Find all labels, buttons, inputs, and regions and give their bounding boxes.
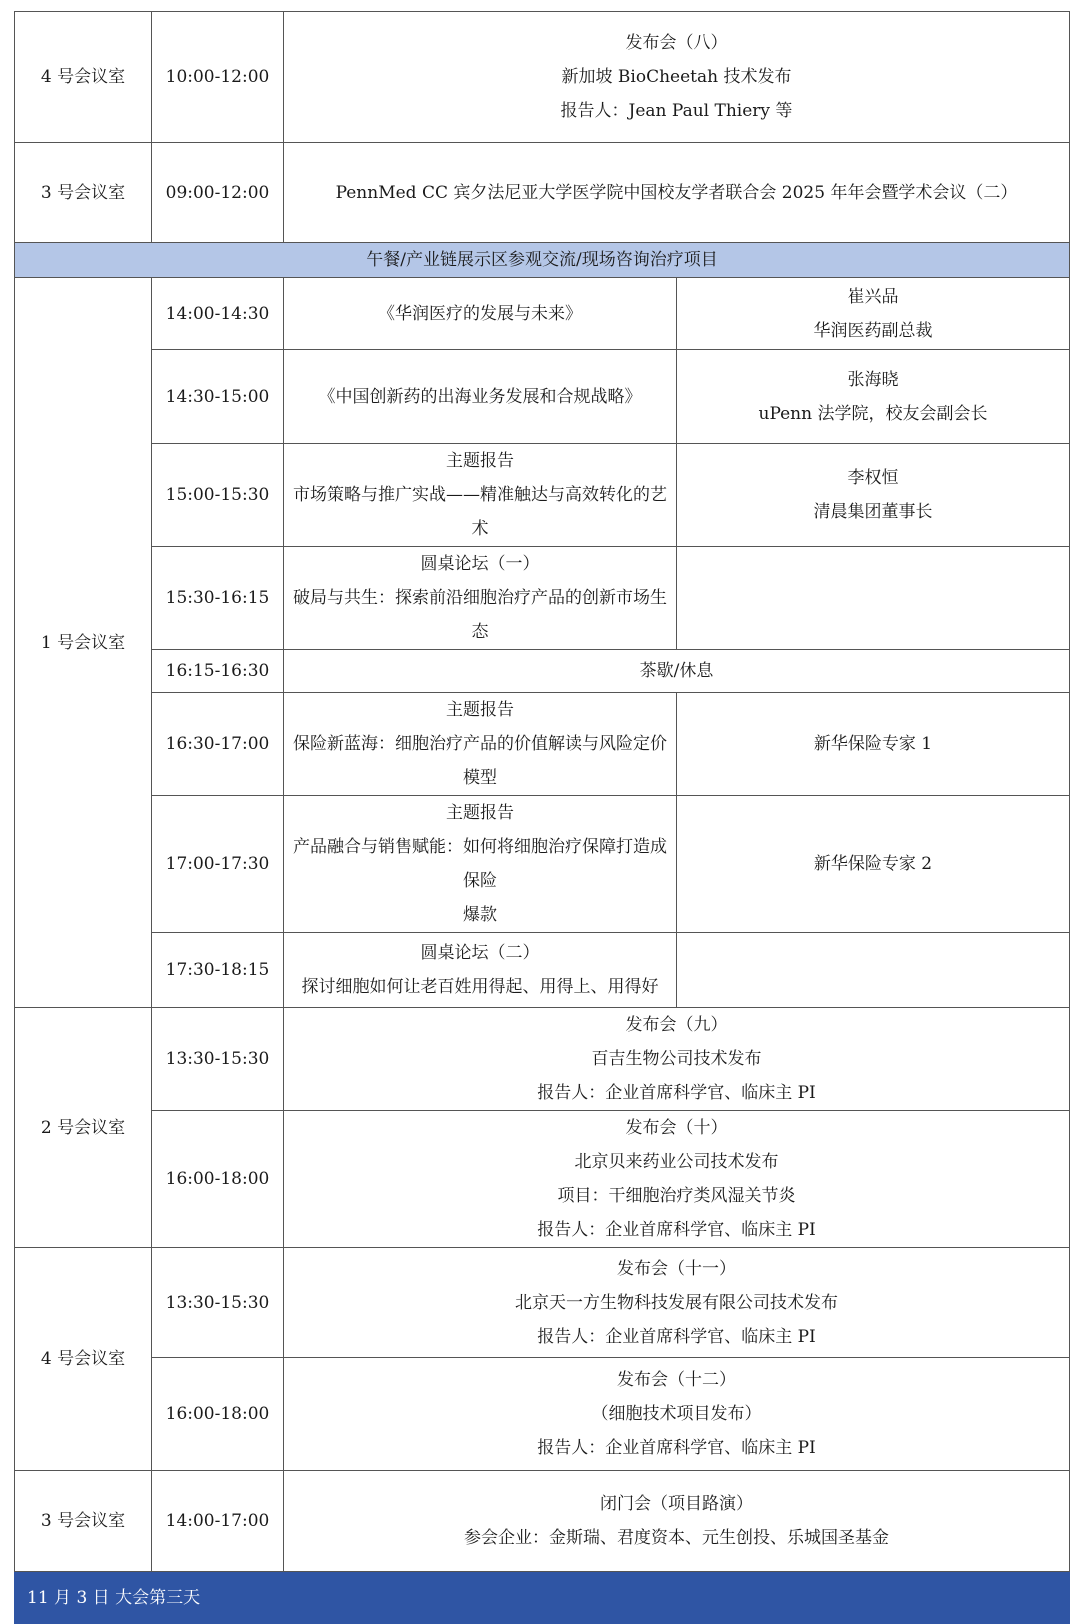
session-title: 产品融合与销售赋能：如何将细胞治疗保障打造成保险: [293, 837, 667, 891]
time-label: 16:00-18:00: [165, 1169, 270, 1189]
time-cell: [152, 650, 284, 693]
speaker-cell-empty: [677, 547, 1070, 650]
session-type: 主题报告: [446, 451, 514, 471]
session-cell: [284, 143, 1070, 243]
room-label: 3 号会议室: [40, 182, 126, 203]
session-title: 探讨细胞如何让老百姓用得起、用得上、用得好: [301, 977, 659, 997]
time-label: 16:15-16:30: [165, 661, 270, 681]
time-label: 15:00-15:30: [165, 485, 270, 505]
session-presenter: 报告人：企业首席科学官、临床主 PI: [537, 1438, 816, 1458]
time-label: 15:30-16:15: [165, 588, 270, 608]
speaker-name: 崔兴品: [847, 286, 899, 307]
room-label: 2 号会议室: [40, 1117, 126, 1138]
session-type: 主题报告: [446, 803, 514, 823]
lunch-band: [15, 243, 1070, 278]
speaker-name: 新华保险专家 1: [813, 734, 933, 754]
table-row: [15, 693, 1070, 796]
session-desc: 北京贝来药业公司技术发布: [574, 1152, 779, 1172]
speaker-title: 清晨集团董事长: [813, 502, 933, 522]
time-label: 13:30-15:30: [165, 1292, 270, 1313]
agenda-table: [14, 11, 1070, 1624]
session-cell: [284, 1008, 1070, 1111]
time-cell: [152, 143, 284, 243]
room-cell: [15, 1008, 152, 1248]
table-row: [15, 1111, 1070, 1248]
lunch-band-cell: [15, 243, 1070, 278]
time-label: 14:30-15:00: [165, 386, 270, 407]
session-title: 发布会（九）: [625, 1015, 728, 1035]
session-title: 保险新蓝海：细胞治疗产品的价值解读与风险定价模型: [293, 734, 667, 788]
session-title: PennMed CC 宾夕法尼亚大学医学院中国校友学者联合会 2025 年年会暨学术会议（二）: [335, 182, 1018, 203]
time-label: 14:00-14:30: [165, 303, 270, 324]
session-cell: [284, 796, 677, 933]
session-cell: [284, 547, 677, 650]
table-row: [15, 796, 1070, 933]
session-cell: [284, 1471, 1070, 1572]
time-label: 17:30-18:15: [165, 960, 270, 980]
time-label: 10:00-12:00: [165, 67, 270, 87]
time-cell: [152, 796, 284, 933]
session-desc: 新加坡 BioCheetah 技术发布: [561, 67, 792, 87]
day-header-cell: [15, 1572, 1070, 1624]
table-row: [15, 1248, 1070, 1358]
speaker-cell: [677, 693, 1070, 796]
session-type: 主题报告: [446, 700, 514, 720]
time-cell: [152, 1471, 284, 1572]
time-cell: [152, 12, 284, 143]
speaker-cell: [677, 796, 1070, 933]
session-title: 《华润医疗的发展与未来》: [378, 303, 582, 324]
time-label: 13:30-15:30: [165, 1049, 270, 1069]
room-cell: [15, 1248, 152, 1471]
table-row: [15, 1008, 1070, 1111]
time-cell: [152, 547, 284, 650]
table-row: [15, 12, 1070, 143]
break-label: 茶歇/休息: [639, 661, 714, 681]
room-label: 3 号会议室: [40, 1511, 126, 1531]
session-cell: [284, 350, 677, 444]
session-type: 圆桌论坛（一）: [420, 554, 540, 574]
table-row: [15, 143, 1070, 243]
table-row: [15, 933, 1070, 1008]
session-desc: （细胞技术项目发布）: [591, 1404, 762, 1424]
session-presenter: 报告人：企业首席科学官、临床主 PI: [537, 1083, 816, 1103]
room-label: 4 号会议室: [40, 67, 126, 87]
speaker-name: 李权恒: [847, 468, 899, 488]
table-row: [15, 278, 1070, 350]
speaker-cell: [677, 278, 1070, 350]
table-row: [15, 350, 1070, 444]
time-label: 17:00-17:30: [165, 854, 270, 874]
time-cell: [152, 1111, 284, 1248]
speaker-name: 新华保险专家 2: [813, 854, 933, 874]
time-cell: [152, 1358, 284, 1471]
room-label: 4 号会议室: [40, 1349, 126, 1369]
session-cell: [284, 1358, 1070, 1471]
day-header-label: 11 月 3 日 大会第三天: [27, 1587, 201, 1608]
session-title: 《中国创新药的出海业务发展和合规战略》: [318, 386, 642, 407]
table-row: [15, 444, 1070, 547]
time-label: 16:30-17:00: [165, 734, 270, 754]
speaker-name: 张海晓: [847, 369, 899, 390]
session-title: 发布会（八）: [625, 33, 728, 53]
time-label: 14:00-17:00: [165, 1511, 270, 1531]
session-cell: [284, 278, 677, 350]
table-row: [15, 547, 1070, 650]
session-title-cont: 爆款: [463, 905, 497, 925]
session-presenter: 报告人：企业首席科学官、临床主 PI: [537, 1326, 816, 1347]
session-cell: [284, 1248, 1070, 1358]
session-project: 项目：干细胞治疗类风湿关节炎: [557, 1186, 796, 1206]
speaker-title: 华润医药副总裁: [813, 320, 933, 341]
session-desc: 北京天一方生物科技发展有限公司技术发布: [515, 1292, 838, 1313]
room-cell: [15, 12, 152, 143]
table-row: [15, 1471, 1070, 1572]
speaker-cell-empty: [677, 933, 1070, 1008]
time-cell: [152, 1248, 284, 1358]
session-title: 市场策略与推广实战——精准触达与高效转化的艺术: [293, 485, 667, 539]
room-cell: [15, 143, 152, 243]
room-label: 1 号会议室: [40, 632, 126, 653]
time-cell: [152, 278, 284, 350]
day-header-bar: [15, 1572, 1070, 1624]
session-type: 圆桌论坛（二）: [420, 943, 540, 963]
time-label: 09:00-12:00: [165, 182, 270, 203]
table-row: [15, 1358, 1070, 1471]
session-title: 破局与共生：探索前沿细胞治疗产品的创新市场生态: [293, 588, 667, 642]
time-cell: [152, 693, 284, 796]
session-participants: 参会企业：金斯瑞、君度资本、元生创投、乐城国圣基金: [464, 1528, 889, 1548]
room-cell: [15, 1471, 152, 1572]
session-cell: [284, 1111, 1070, 1248]
time-cell: [152, 350, 284, 444]
time-cell: [152, 1008, 284, 1111]
speaker-cell: [677, 350, 1070, 444]
speaker-cell: [677, 444, 1070, 547]
session-cell: [284, 933, 677, 1008]
speaker-title: uPenn 法学院，校友会副会长: [758, 403, 988, 424]
room-cell: [15, 278, 152, 1008]
session-cell: [284, 444, 677, 547]
break-cell: [284, 650, 1070, 693]
session-title: 闭门会（项目路演）: [600, 1494, 753, 1514]
session-presenter: 报告人：Jean Paul Thiery 等: [560, 101, 793, 121]
session-title: 发布会（十一）: [617, 1258, 736, 1279]
session-cell: [284, 693, 677, 796]
time-cell: [152, 933, 284, 1008]
session-presenter: 报告人：企业首席科学官、临床主 PI: [537, 1220, 816, 1240]
session-desc: 百吉生物公司技术发布: [591, 1049, 762, 1069]
table-row: [15, 650, 1070, 693]
time-cell: [152, 444, 284, 547]
lunch-band-label: 午餐/产业链展示区参观交流/现场咨询治疗项目: [366, 250, 718, 270]
time-label: 16:00-18:00: [165, 1404, 270, 1424]
session-title: 发布会（十）: [625, 1118, 728, 1138]
session-cell: [284, 12, 1070, 143]
session-title: 发布会（十二）: [617, 1370, 736, 1390]
